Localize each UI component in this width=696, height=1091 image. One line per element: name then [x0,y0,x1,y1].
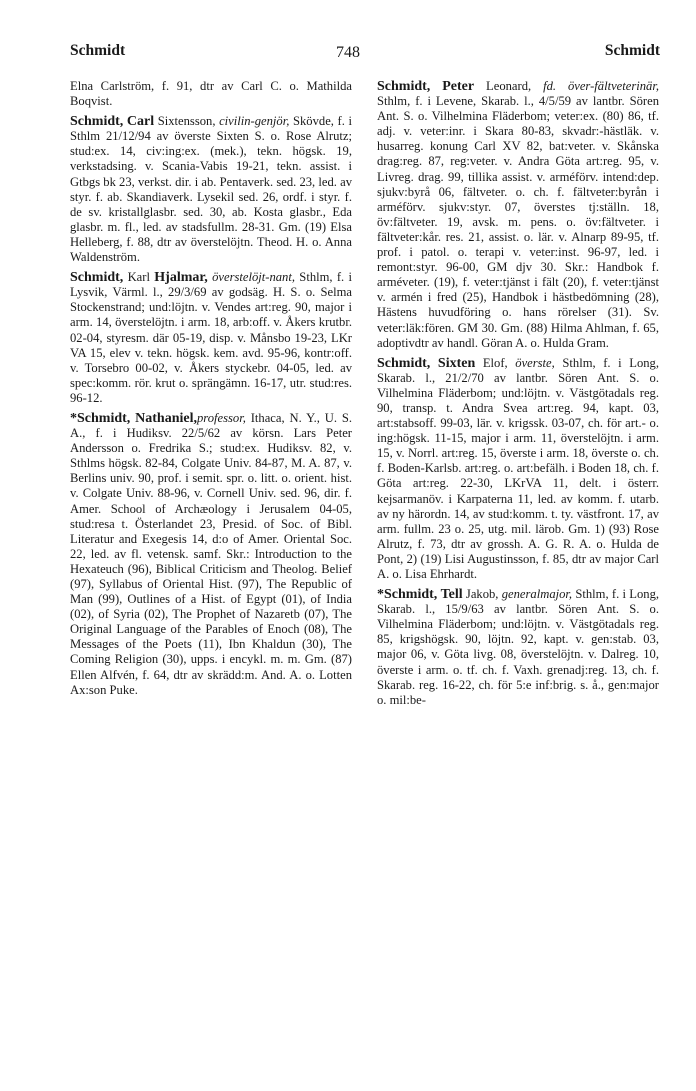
running-head-left: Schmidt [70,42,126,59]
entry-text: Sthlm, f. i Long, Skarab. l., 15/9/63 av lantbr. Sören Ant. S. o. Vilhelmina Fläderbom; und:löjtn. v. Västgötadals reg. 85, krigshögsk. 90, löjtn. 92, kapt. v. gen:stab. 03, major 06, v. Göta livg. 08, överstelöjtn. v. Dalreg. 10, överste i arm. o. tf. ch. f. Vaxh. grenadj:reg. 13, ch. f. Skarab. reg. 16-22, ch. för 5:e inf:brig. s. å., gen:major o. mil:be- [377,587,660,707]
entry-schmidt-nathaniel [70,411,352,698]
entry-title: fd. över-fältveterinär, [543,79,659,93]
entry-schmidt-carl [70,114,352,265]
entry-middle-name: Elof, [475,355,516,370]
entry-text: Elna Carlström, f. 91, dtr av Carl C. o. Mathilda Boqvist. [70,79,352,109]
entry-star: * [377,587,384,603]
entry-given-name: Nathaniel, [135,410,197,426]
entry-surname: Schmidt, [384,587,438,603]
entry-given-name: Tell [440,587,463,603]
entry-middle-name: Sixtensson, [154,114,220,129]
entry-surname: Schmidt, [70,270,124,286]
entry-text: Sthlm, f. i Lysvik, Värml. l., 29/3/69 av godsäg. H. S. o. Selma Stockenstrand; und:löjtn. v. Vendes art:reg. 90, major i arm. 14, överstelöjtn. i arm. 18, arb:off. v. Åkers krutbr. 02-04, styresm. där 05-19, disp. v. Månsbo 19-23, LKr VA 15, elev v. tekn. högsk. kem. avd. 95-96, kontr:off. v. Torsebro 00-02, v. Åkers styckebr. 04-05, led. av spec:komm. rör. krut o. sprängämn. 16-17, utr. stud:res. 96-12. [70,270,352,405]
right-column [377,79,659,713]
page-number: 748 [336,44,360,61]
entry-title: överste, [515,355,555,370]
left-column [70,79,352,703]
entry-schmidt-peter [377,79,659,351]
entry-text: Sthlm, f. i Long, Skarab. l., 21/2/70 av lantbr. Sören Ant. S. o. Vilhelmina Fläderbom; und:löjtn. v. Västgötadals reg. 90, transp. t. Andra Svea art:reg. 94, kapt. 03, art:stabsoff. 99-03, lär. v. krigssk. 03-07, ch. för art.- o. ing:högsk. 11-15, major i arm. 11, överstelöjtn. i arm. 15, v. Norrl. art:reg. 15, överste i arm. 18, överste o. ch. f. Boden-Karlsb. art:reg. o. art:befälh. i Boden 18, ch. f. Göta art:reg. 22-30, LKrVA 11, delt. i österr. kejsarmanöv. i Karpaterna 11, led. av komm. f. utarb. av ny härordn. 14, av stud:komm. t. ty. västfront. 17, av arm. fullm. 23 o. 25, utg. mil. lärob. Gm. 1) (93) Rose Alrutz, f. 73, dtr av grossh. A. G. R. A. o. Hulda de Pont, 2) (19) Lisi Augustinsson, f. 85, dtr av major Carl A. o. Lisa Ehrhardt. [377,355,659,581]
entry-surname: Schmidt, [70,114,124,130]
entry-middle-name: Karl [123,270,155,285]
entry-text: Sthlm, f. i Levene, Skarab. l., 4/5/59 av lantbr. Sören Ant. S. o. Vilhelmina Fläderbom; veter:ex. (80) 86, tf. adj. v. veter:inr. i Skara 80-83, skvadr:-hästläk. v. husarreg. konung Carl XV 82, bat:veter. v. Skånska drag:reg. 87, reg:veter. v. Andra Göta art:reg. 95, v. Livreg. drag. 99, tillika assist. v. arméförv. intend:dep. sjukv:byrå 06, fältveter. o. ch. f. fältveter:byrån i arméförv. sjukv:styr. 07, överstes tj:ställn. 18, öv:fältveter. 19, avsk. m. pens. o. öv:fältveter. i fältveter:kår. res. 21, assist. o. lär. v. Alnarp 89-95, tf. prof. i patol. o. terapi v. veter:inst. 96-97, led. i remont:styr. 96-00, GM djv 30. Skr.: Handbok f. arméveter. (19), f. veter:tjänst i fält (20), f. veter:tjänst v. armén i fred (25), Handbok i hästbedömning (28), Hästens huvudföring o. hans rörelser (31). Sv. veter:läk:fören. GM 30. Gm. (88) Hilma Ahlman, f. 65, adoptivdtr av handl. Göran A. o. Hulda Gram. [377,94,659,350]
entry-middle-name: Leonard, [474,79,544,93]
entry-star: * [70,410,77,426]
entry-text: Skövde, f. i Sthlm 21/12/94 av överste Sixten S. o. Rose Alrutz; stud:ex. 14, civ:ing:ex. (mek.), tekn. högsk. 19, verkstadsing. v. Scania-Vabis 19-21, tekn. assist. i Gtbgs bk 23, verkst. dir. i ab. Pentaverk. sed. 23, led. av styr. f. ab. Skandiaverk. Lysekil sed. 26, ordf. i styr. f. de sv. kristallglasbr. sed. 30, ab. Kosta glasbr., Eda glasbr. m. fl., led. av stadsfullm. 28-31. Gm. (19) Elsa Helleberg, f. 88, dtr av överstelöjtn. Theod. H. o. Anna Waldenström. [70,114,352,265]
entry-continuation [70,79,352,109]
entry-given-name: Peter [442,79,475,94]
entry-given-name: Sixten [437,355,476,371]
entry-surname: Schmidt, [377,355,431,371]
entry-schmidt-hjalmar [70,270,352,406]
entry-title: civilin-genjör, [219,114,290,129]
running-head-right: Schmidt [604,42,660,59]
entry-text: Ithaca, N. Y., U. S. A., f. i Hudiksv. 22/5/62 av körsn. Lars Peter Andersson o. Fredrika S.; stud:ex. Hudiksv. 82, v. Sthlms högsk. 82-84, Colgate Univ. 84-87, M. A. 87, v. Berlins univ. 90, prof. i semit. spr. o. litt. o. orient. hist. v. Colgate Univ. 88-96, v. Cornell Univ. sed. 96, dir. f. Amer. School of Archæology i Jerusalem 04-05, stud:resa t. Österlandet 23, Presid. of Soc. of Bibl. Literatur and Exegesis 14, d:o of Amer. Oriental Soc. 22, led. av fl. vetensk. samf. Skr.: Introduction to the Hexateuch (96), Biblical Criticism and Theolog. Belief (97), Syllabus of Oriental Hist. (97), The Republic of Man (99), Outlines of a Hist. of Egypt (01), of India (02), of Syria (02), The Prophet of Nazaretb (07), The Original Language of the Parables of Enoch (08), The Messages of the Poets (11), Ibn Khaldun (30), The Coming Religion (30), upps. i encykl. m. m. Gm. (87) Ellen Alfvén, f. 64, dtr av skrädd:m. And. A. o. Lotten Ax:son Puke. [70,410,352,697]
entry-surname: Schmidt, [77,410,131,426]
entry-middle-name: Jakob, [462,587,502,602]
entry-title: generalmajor, [501,587,573,602]
entry-schmidt-sixten [377,356,659,582]
entry-given-name: Hjalmar, [154,270,208,286]
entry-schmidt-tell [377,587,659,708]
entry-title: överstelöjt-nant, [212,270,296,285]
entry-surname: Schmidt, [377,79,431,94]
entry-title: professor, [197,410,246,425]
entry-given-name: Carl [126,114,155,130]
